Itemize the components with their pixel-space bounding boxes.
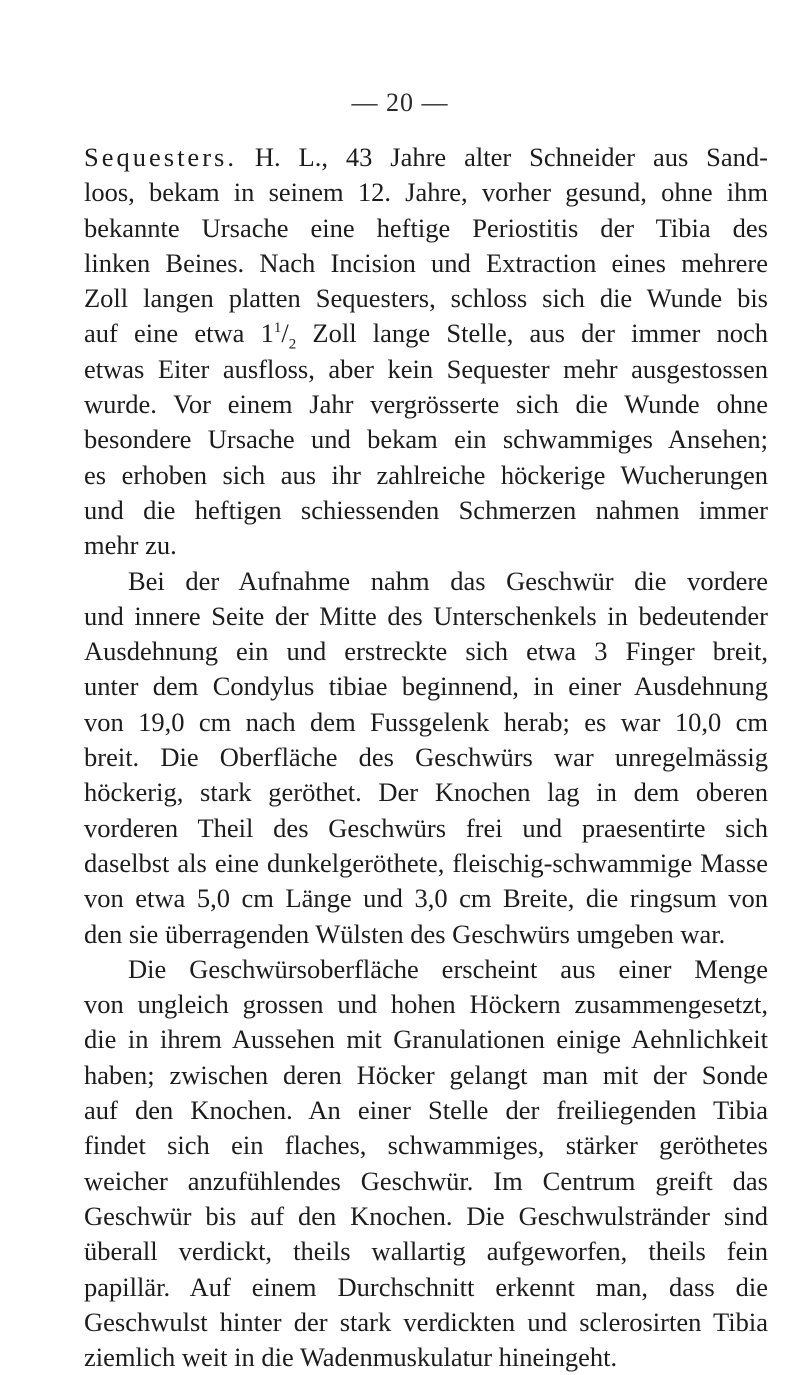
text-line: etwas Eiter ausfloss, aber kein Sequester mehr ausgestossen <box>84 353 768 384</box>
fraction-denominator: 2 <box>288 336 297 353</box>
text-line: bekannte Ursache eine heftige Periostitis der Tibia des <box>84 212 768 243</box>
text-line: den sie überragenden Wülsten des Geschwürs umgeben war. <box>84 918 726 949</box>
text-line: und innere Seite der Mitte des Unterschenkels in bedeutender <box>84 600 768 631</box>
text-line: Geschwulst hinter der stark verdickten und sclerosirten Tibia <box>84 1306 768 1337</box>
page-number: — 20 — <box>351 88 449 117</box>
text-line: papillär. Auf einem Durchschnitt erkennt man, dass die <box>84 1271 768 1302</box>
text-line: ziemlich weit in die Wadenmuskulatur hineingeht. <box>84 1342 618 1373</box>
text-line: findet sich ein flaches, schwammiges, stärker geröthetes <box>84 1130 768 1161</box>
text-line: besondere Ursache und bekam ein schwammiges Ansehen; <box>84 424 768 455</box>
text-line: unter dem Condylus tibiae beginnend, in einer Ausdehnung <box>84 671 768 702</box>
text-line: von etwa 5,0 cm Länge und 3,0 cm Breite, die ringsum von <box>84 883 768 914</box>
text-line: weicher anzufühlendes Geschwür. Im Centrum greift das <box>84 1165 768 1196</box>
text-line: loos, bekam in seinem 12. Jahre, vorher gesund, ohne ihm <box>84 177 768 208</box>
text-line: Zoll langen platten Sequesters, schloss sich die Wunde bis <box>84 283 768 314</box>
text-line: überall verdickt, theils wallartig aufgeworfen, theils fein <box>84 1236 768 1267</box>
spaced-word: Sequesters. <box>84 142 237 172</box>
text-line: linken Beines. Nach Incision und Extraction eines mehrere <box>84 247 768 278</box>
text-line: Bei der Aufnahme nahm das Geschwür die vordere <box>128 565 768 596</box>
paragraph-1 <box>84 140 768 564</box>
text-line: Geschwür bis auf den Knochen. Die Geschwulstränder sind <box>84 1200 768 1231</box>
text-line: von 19,0 cm nach dem Fussgelenk herab; es war 10,0 cm <box>84 706 768 737</box>
text-line: vorderen Theil des Geschwürs frei und praesentirte sich <box>84 812 768 843</box>
paragraph-2 <box>84 564 768 952</box>
text-line: wurde. Vor einem Jahr vergrösserte sich die Wunde ohne <box>84 389 768 420</box>
text-line: es erhoben sich aus ihr zahlreiche höckerige Wucherungen <box>84 459 768 490</box>
text-line: breit. Die Oberfläche des Geschwürs war unregelmässig <box>84 742 768 773</box>
text-line: und die heftigen schiessenden Schmerzen nahmen immer <box>84 494 768 525</box>
text-line: höckerig, stark geröthet. Der Knochen lag in dem oberen <box>84 777 768 808</box>
body-text <box>84 140 768 1375</box>
text-line: haben; zwischen deren Höcker gelangt man mit der Sonde <box>84 1059 768 1090</box>
paragraph-3 <box>84 952 768 1375</box>
text-line: auf eine etwa $1^1/_2$ Zoll lange Stelle, aus der immer noch <box>84 318 769 353</box>
text-line: die in ihrem Aussehen mit Granulationen einige Aehnlichkeit <box>84 1024 768 1055</box>
fraction-separator: / <box>281 318 289 349</box>
text-line: mehr zu. <box>84 530 177 561</box>
text-line: Die Geschwürsoberfläche erscheint aus einer Menge <box>128 953 768 984</box>
text-line: auf den Knochen. An einer Stelle der freiliegenden Tibia <box>84 1095 768 1126</box>
text-line: Ausdehnung ein und erstreckte sich etwa 3 Finger breit, <box>84 636 768 667</box>
text-line: von ungleich grossen und hohen Höckern zusammengesetzt, <box>84 989 768 1020</box>
text-line: daselbst als eine dunkelgeröthete, fleischig-schwammige Masse <box>84 847 768 878</box>
fraction-numerator: 1 <box>273 320 282 337</box>
text-line: Sequesters. H. L., 43 Jahre alter Schneider aus Sand- <box>84 142 768 172</box>
